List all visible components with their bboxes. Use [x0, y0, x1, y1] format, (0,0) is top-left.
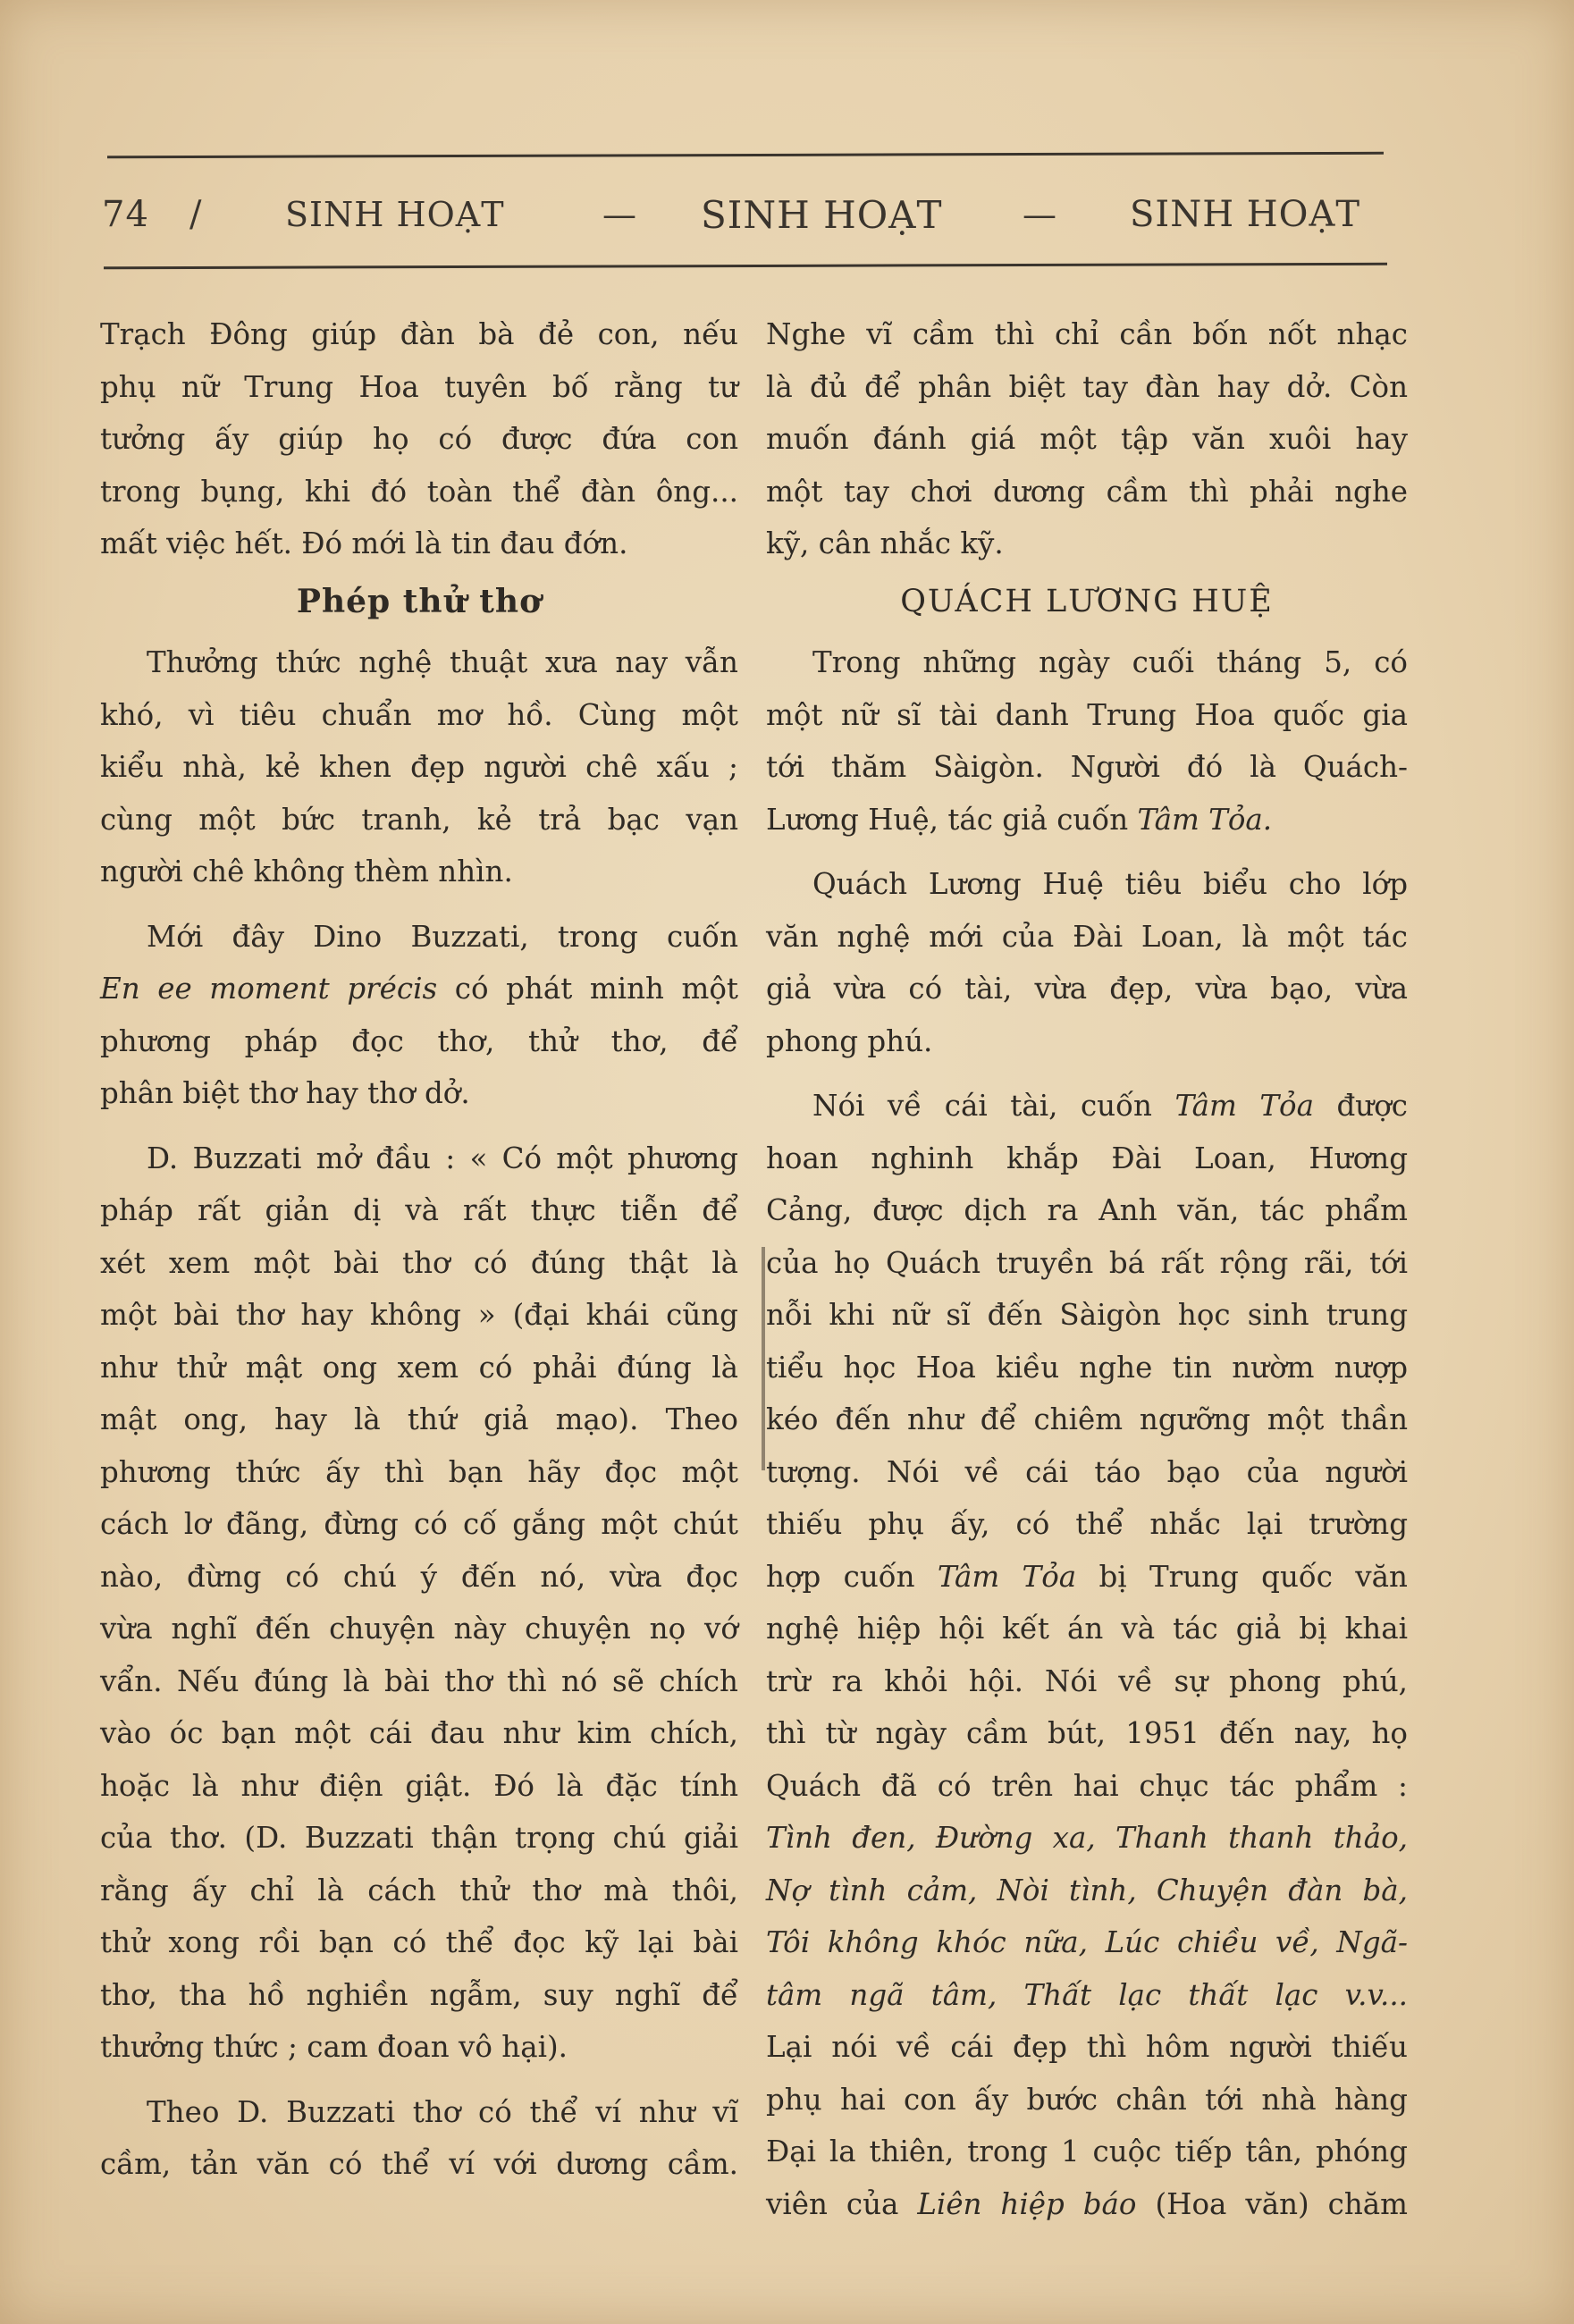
newspaper-title: Liên hiệp báo — [917, 2186, 1137, 2221]
running-header — [102, 183, 1396, 246]
text-line: kéo đến như để chiêm ngưỡng một thần — [766, 1402, 1408, 1436]
text-line: kỹ, cân nhắc kỹ. — [766, 526, 1004, 560]
works-list: Nợ tình cảm, Nòi tình, Chuyện đàn bà, — [766, 1873, 1408, 1907]
text-fragment: được — [1313, 1089, 1408, 1123]
text-line: Cảng, được dịch ra Anh văn, tác phẩm — [766, 1193, 1408, 1227]
text-line: phong phú. — [766, 1023, 933, 1058]
works-line — [766, 1969, 1408, 2022]
text-line: trừ ra khỏi hội. Nói về sự phong phú, — [766, 1663, 1408, 1698]
text-line: người chê không thèm nhìn. — [100, 855, 513, 888]
text-line: giả vừa có tài, vừa đẹp, vừa bạo, vừa — [766, 972, 1408, 1006]
text-line: như thử mật ong xem có phải đúng là — [100, 1350, 738, 1385]
header-dash-2: — — [1023, 195, 1057, 234]
book-title: Tâm Tỏa — [1174, 1089, 1314, 1123]
header-slash: / — [189, 194, 203, 235]
text-line: D. Buzzati mở đầu : « Có một phương — [147, 1141, 738, 1175]
text-line: thiếu phụ ấy, có thể nhắc lại trường — [766, 1507, 1408, 1541]
header-title-1: SINH HOẠT — [285, 195, 505, 234]
text-line: phụ nữ Trung Hoa tuyên bố rằng tư — [100, 369, 738, 404]
text-line: khó, vì tiêu chuẩn mơ hồ. Cùng một — [100, 697, 738, 732]
text-line — [766, 794, 1408, 846]
text-line: văn nghệ mới của Đài Loan, là một tác — [766, 919, 1408, 954]
text-line: vào óc bạn một cái đau như kim chích, — [100, 1716, 738, 1750]
page-number: 74 — [102, 194, 149, 235]
text-line: rằng ấy chỉ là cách thử thơ mà thôi, — [100, 1873, 738, 1907]
text-line: nghệ hiệp hội kết án và tác giả bị khai — [766, 1612, 1408, 1646]
text-line — [100, 963, 738, 1015]
text-line: cùng một bức tranh, kẻ trả bạc vạn — [100, 802, 738, 837]
text-fragment: Nói về cái tài, cuốn — [812, 1089, 1175, 1123]
works-etc: v.v... — [1317, 1977, 1408, 2012]
text-line: kiểu nhà, kẻ khen đẹp người chê xấu ; — [100, 750, 738, 784]
text-line — [766, 1551, 1408, 1604]
paragraph-buzzati-method — [100, 1133, 738, 2074]
header-dash-1: — — [602, 195, 637, 234]
text-line — [766, 2178, 1408, 2231]
works-list: Tình đen, Đường xa, Thanh thanh thảo, — [766, 1821, 1408, 1855]
text-line: Quách đã có trên hai chục tác phẩm : — [766, 1768, 1408, 1803]
text-line: một tay chơi dương cầm thì phải nghe — [766, 474, 1408, 509]
margin-crease — [762, 1247, 765, 1470]
text-line: Lại nói về cái đẹp thì hôm người thiếu — [766, 2030, 1408, 2064]
book-title: Tâm Tỏa. — [1137, 802, 1273, 837]
works-line — [766, 1916, 1408, 1969]
paragraph-author-talent — [766, 1080, 1408, 2230]
text-line: nỗi khi nữ sĩ đến Sàigòn học sinh trung — [766, 1298, 1408, 1332]
text-line: mất việc hết. Đó mới là tin đau đớn. — [100, 526, 628, 560]
text-line: một nữ sĩ tài danh Trung Hoa quốc gia — [766, 697, 1408, 732]
section-title-poetry-test: Phép thử thơ — [296, 582, 543, 620]
text-line: Theo D. Buzzati thơ có thể ví như vĩ — [147, 2094, 738, 2129]
works-line — [766, 1812, 1408, 1865]
header-title-2: SINH HOẠT — [701, 192, 943, 237]
left-column — [100, 308, 738, 2191]
text-line: tượng. Nói về cái táo bạo của người — [766, 1454, 1408, 1489]
book-title: Tâm Tỏa — [937, 1559, 1077, 1594]
text-fragment: bị Trung quốc văn — [1076, 1559, 1408, 1594]
text-line: là đủ để phân biệt tay đàn hay dở. Còn — [766, 369, 1408, 404]
text-line: pháp rất giản dị và rất thực tiễn để — [100, 1193, 738, 1227]
text-line: Thưởng thức nghệ thuật xưa nay vẫn — [147, 645, 738, 679]
paragraph-art-appreciation — [100, 636, 738, 898]
paragraph-author-visit — [766, 636, 1408, 846]
paragraph-violin-piano — [100, 2086, 738, 2191]
text-line: của họ Quách truyền bá rất rộng rãi, tới — [766, 1245, 1408, 1280]
text-line: Quách Lương Huệ tiêu biểu cho lớp — [812, 867, 1408, 901]
text-fragment: Lương Huệ, tác giả cuốn — [766, 802, 1138, 837]
text-line: thì từ ngày cầm bút, 1951 đến nay, họ — [766, 1716, 1408, 1750]
text-line: xét xem một bài thơ có đúng thật là — [100, 1245, 738, 1280]
text-line: muốn đánh giá một tập văn xuôi hay — [766, 422, 1408, 456]
paragraph-author-profile — [766, 858, 1408, 1067]
header-title-3: SINH HOẠT — [1130, 194, 1361, 235]
text-line: thưởng thức ; cam đoan vô hại). — [100, 2030, 568, 2064]
text-line: một bài thơ hay không » (đại khái cũng — [100, 1298, 738, 1332]
text-line: trong bụng, khi đó toàn thể đàn ông... — [100, 474, 738, 509]
works-list: Tôi không khóc nữa, Lúc chiều về, Ngã- — [766, 1925, 1408, 1959]
text-line: Mới đây Dino Buzzati, trong cuốn — [147, 919, 738, 954]
text-line: phân biệt thơ hay thơ dở. — [100, 1076, 470, 1110]
paragraph-buzzati-intro — [100, 911, 738, 1120]
text-line: cách lơ đãng, đừng có cố gắng một chút — [100, 1507, 738, 1541]
text-line: tưởng ấy giúp họ có được đứa con — [100, 422, 738, 456]
text-line: phương pháp đọc thơ, thử thơ, để — [100, 1023, 738, 1058]
works-line — [766, 1865, 1408, 1917]
paragraph-violin-continued — [766, 308, 1408, 570]
text-line: thơ, tha hồ nghiền ngẫm, suy nghĩ để — [100, 1977, 738, 2012]
text-line: hoan nghinh khắp Đài Loan, Hương — [766, 1141, 1408, 1175]
header-bottom-rule — [104, 263, 1387, 270]
text-line: nào, đừng có chú ý đến nó, vừa đọc — [100, 1559, 738, 1594]
book-title: En ee moment précis — [100, 972, 438, 1006]
works-list: tâm ngã tâm, Thất lạc thất lạc — [766, 1977, 1318, 2012]
text-line: thử xong rồi bạn có thể đọc kỹ lại bài — [100, 1925, 738, 1959]
text-line: Trạch Đông giúp đàn bà đẻ con, nếu — [100, 317, 738, 351]
text-line: Trong những ngày cuối tháng 5, có — [812, 645, 1408, 679]
text-line: phụ hai con ấy bước chân tới nhà hàng — [766, 2082, 1408, 2117]
paragraph-chinese-women — [100, 308, 738, 570]
text-line: Nghe vĩ cầm thì chỉ cần bốn nốt nhạc — [766, 317, 1408, 351]
text-line: Đại la thiên, trong 1 cuộc tiếp tân, phóng — [766, 2135, 1408, 2168]
text-line: tiểu học Hoa kiều nghe tin nườm nượp — [766, 1350, 1408, 1385]
text-line: tới thăm Sàigòn. Người đó là Quách- — [766, 750, 1408, 784]
text-line: phương thức ấy thì bạn hãy đọc một — [100, 1454, 738, 1489]
section-title-quach-luong-hue: QUÁCH LƯƠNG HUỆ — [900, 583, 1274, 619]
text-line: vẩn. Nếu đúng là bài thơ thì nó sẽ chích — [100, 1663, 738, 1698]
text-line: của thơ. (D. Buzzati thận trọng chú giải — [100, 1821, 738, 1855]
text-line: hoặc là như điện giật. Đó là đặc tính — [100, 1768, 738, 1803]
text-fragment: viên của — [766, 2186, 918, 2221]
text-line: mật ong, hay là thứ giả mạo). Theo — [100, 1402, 738, 1436]
right-column — [766, 308, 1408, 2230]
text-line — [766, 1080, 1408, 1133]
text-line: cầm, tản văn có thể ví với dương cầm. — [100, 2147, 738, 2181]
header-top-rule — [107, 152, 1384, 158]
text-fragment: hợp cuốn — [766, 1559, 938, 1594]
text-line: vừa nghĩ đến chuyện này chuyện nọ vớ — [100, 1612, 738, 1646]
text-fragment: (Hoa văn) chăm — [1136, 2186, 1408, 2221]
text-fragment: có phát minh một — [437, 972, 738, 1006]
